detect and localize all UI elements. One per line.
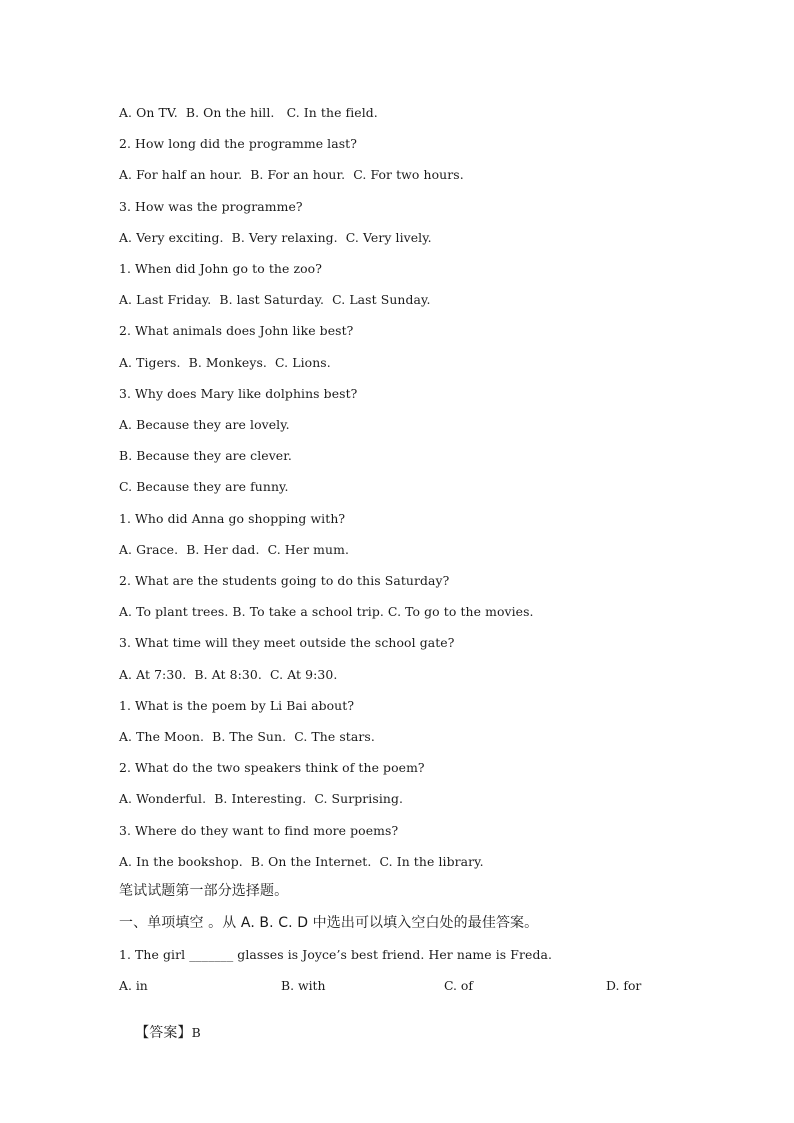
text-line: A. Because they are lovely. [119,417,290,432]
text-line: A. In the bookshop. B. On the Internet. C. In the library. [119,853,484,869]
text-line: A. At 7:30. B. At 8:30. C. At 9:30. [119,666,338,682]
text-line: A. For half an hour. B. For an hour. C. For two hours. [119,167,464,183]
text-line: A. Wonderful. B. Interesting. C. Surprising. [119,791,404,807]
text-line: A. Very exciting. B. Very relaxing. C. Very lively. [119,229,432,245]
option-b: B. with [281,978,326,993]
text-line: 1. When did John go to the zoo? [119,261,322,276]
text-line: 2. What do the two speakers think of the poem? [119,760,425,776]
text-line: A. The Moon. B. The Sun. C. The stars. [119,729,375,744]
answer-value: B [191,1025,201,1040]
text-line: 2. What animals does John like best? [119,323,354,339]
text-line: 1. What is the poem by Li Bai about? [119,697,355,713]
text-line: 3. What time will they meet outside the school gate? [119,635,455,651]
text-line: 1. Who did Anna go shopping with? [119,510,346,526]
text-line: 2. What are the students going to do this Saturday? [119,573,450,588]
text-line: 3. Why does Mary like dolphins best? [119,385,358,401]
answer-line [119,1009,201,1057]
text-line: 3. Where do they want to find more poems? [119,822,399,838]
text-line: A. On TV. B. On the hill. C. In the field. [119,105,378,120]
option-c: C. of [444,978,473,993]
text-line: 3. How was the programme? [119,198,303,214]
question-1: 1. The girl _______ glasses is Joyce’s best friend. Her name is Freda. [119,947,553,962]
option-d: D. for [606,978,642,993]
text-line: A. Tigers. B. Monkeys. C. Lions. [119,354,331,370]
text-line: C. Because they are funny. [119,479,289,495]
answer-label: 【答案】 [135,1025,192,1041]
text-line: 2. How long did the programme last? [119,136,357,152]
text-line: A. Grace. B. Her dad. C. Her mum. [119,541,350,557]
text-line: A. To plant trees. B. To take a school trip. C. To go to the movies. [119,604,534,620]
text-line: B. Because they are clever. [119,448,292,464]
section-title: 笔试试题第一部分选择题。 [119,883,289,899]
option-a: A. in [119,978,148,993]
text-line: A. Last Friday. B. last Saturday. C. Last Sunday. [119,292,431,308]
subsection-title: 一、单项填空 。从 A. B. C. D 中选出可以填入空白处的最佳答案。 [119,915,539,931]
